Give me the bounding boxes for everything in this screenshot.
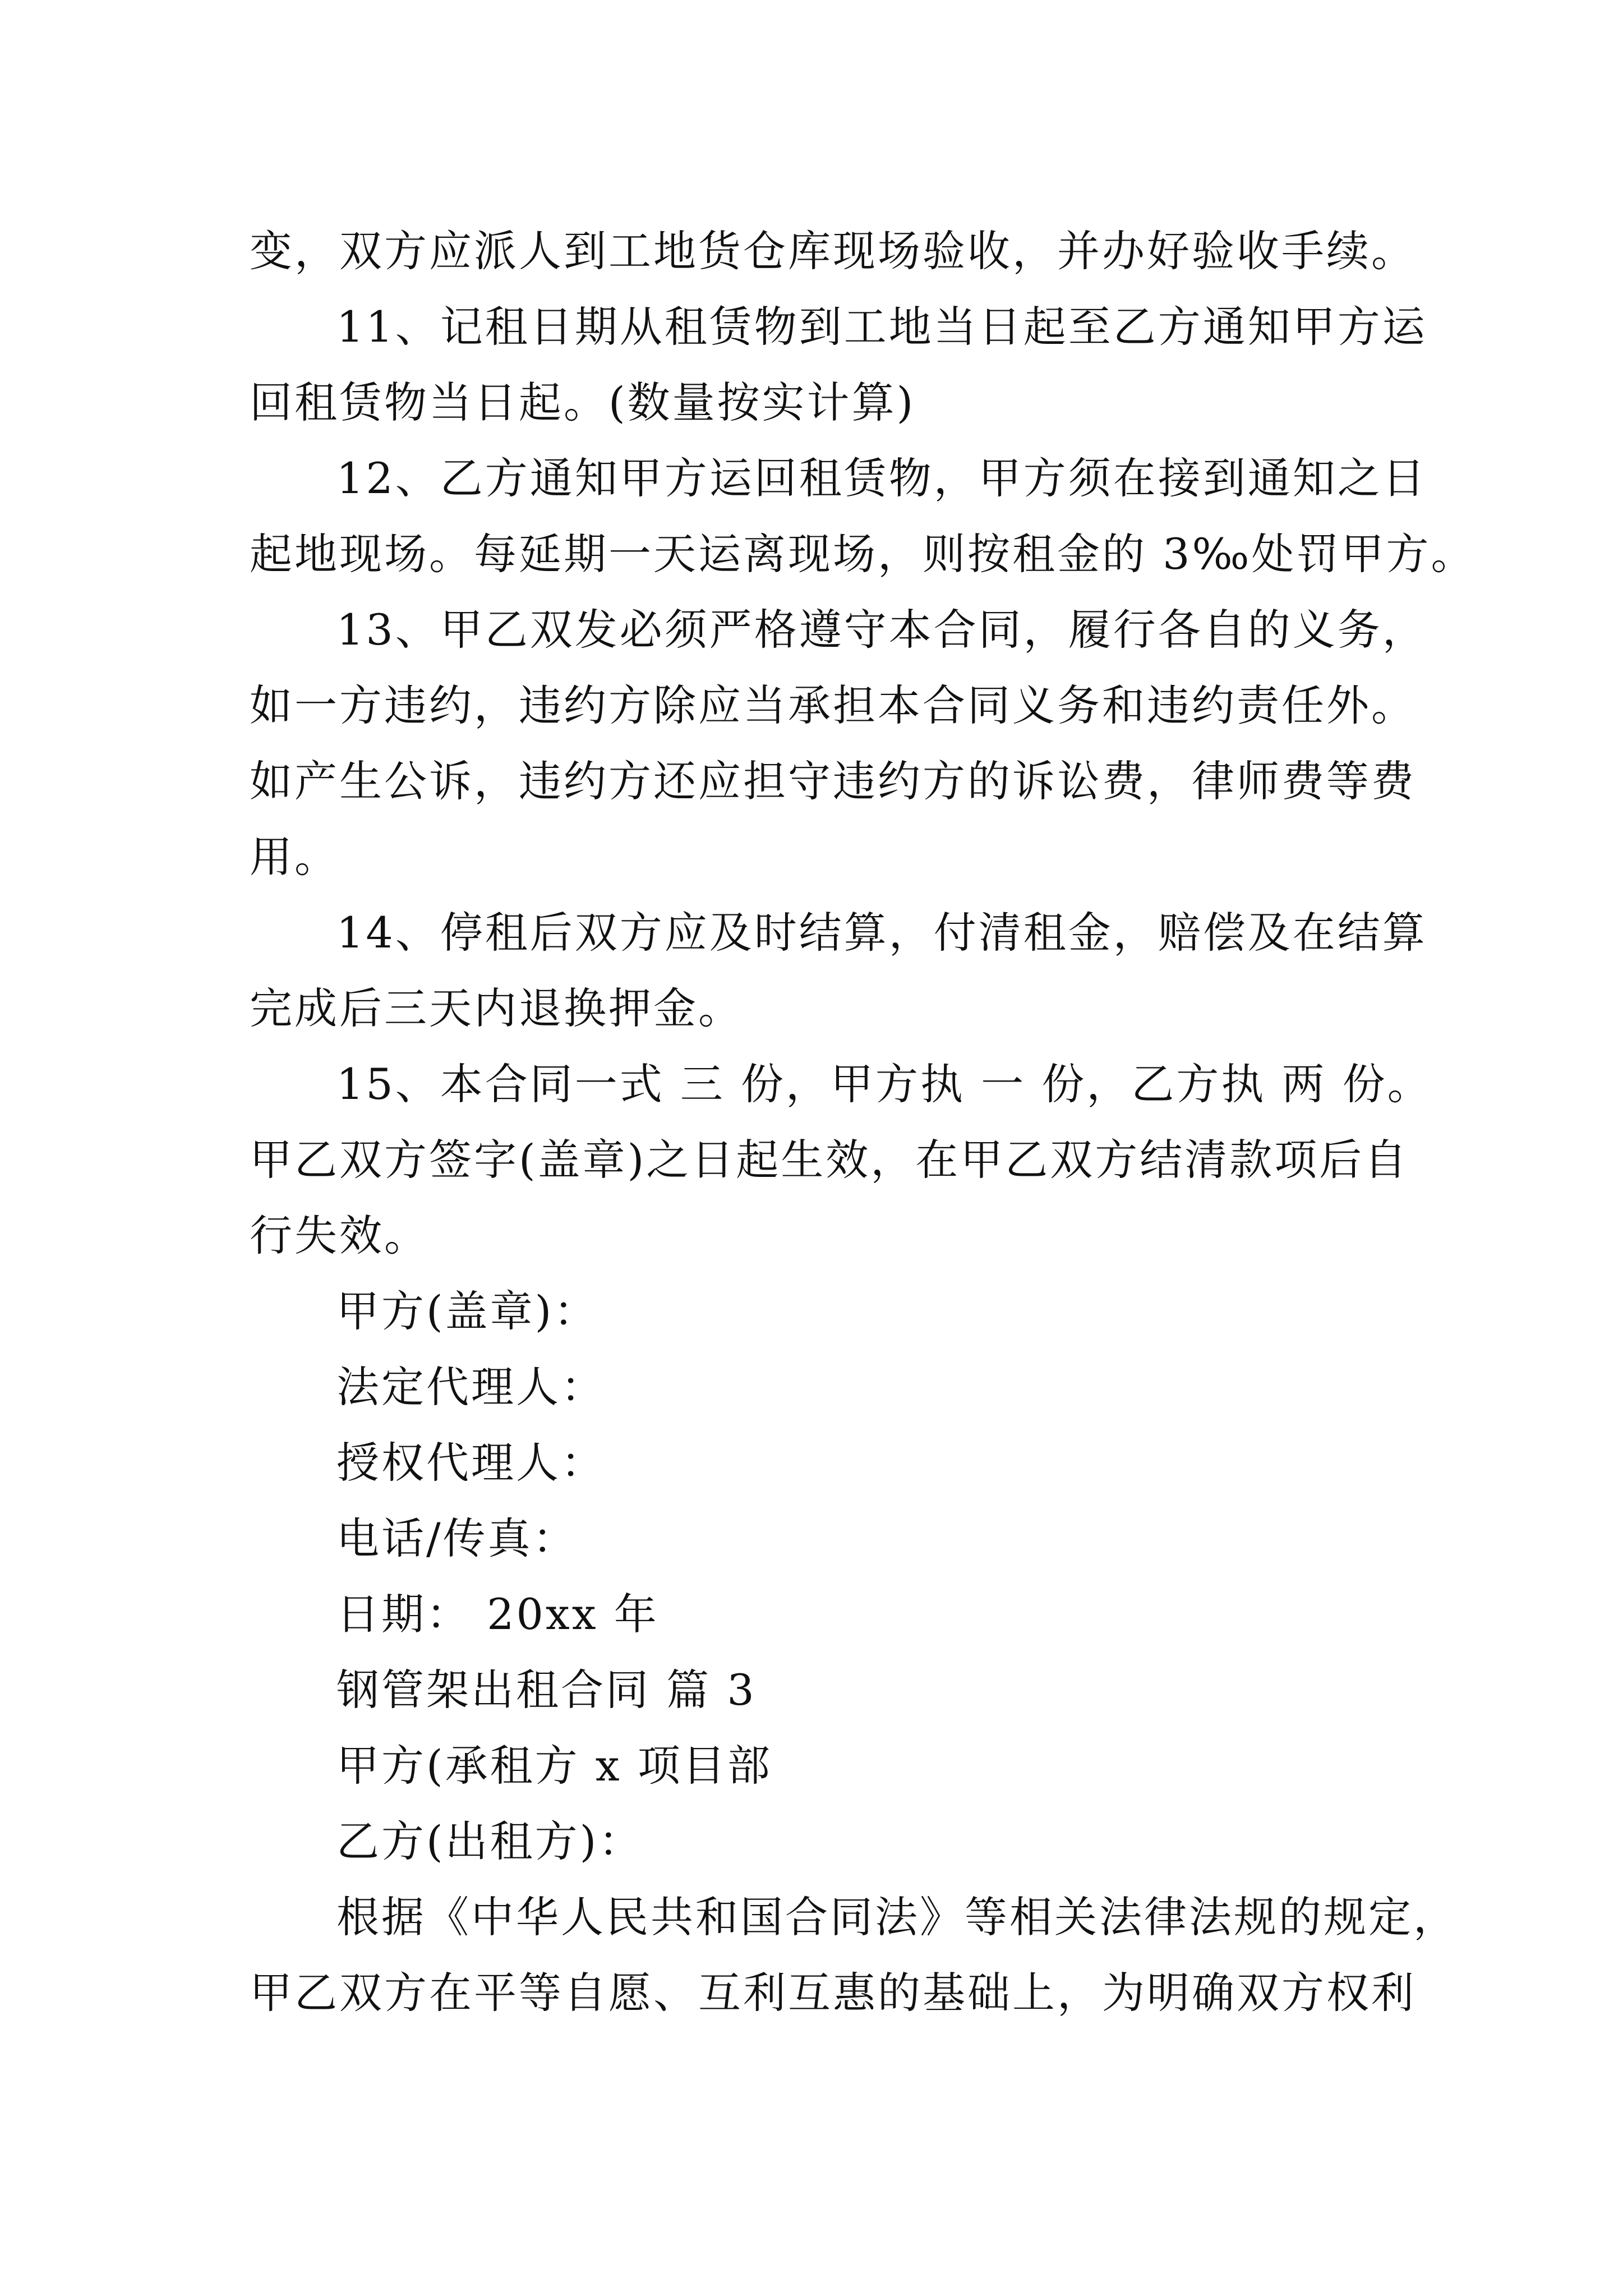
text-line: 15、本合同一式 三 份，甲方执 一 份，乙方执 两 份。 <box>336 1059 1432 1109</box>
authorized-agent-label: 授权代理人： <box>336 1438 606 1488</box>
text-line: 用。 <box>250 832 339 882</box>
section-title: 钢管架出租合同 篇 3 <box>336 1665 757 1715</box>
text-line: 完成后三天内退换押金。 <box>250 983 743 1033</box>
text-line: 如产生公诉，违约方还应担守违约方的诉讼费，律师费等费 <box>250 756 1416 806</box>
text-line: 12、乙方通知甲方运回租赁物，甲方须在接到通知之日 <box>336 453 1427 503</box>
phone-fax-label: 电话/传真： <box>336 1513 578 1563</box>
text-line: 起地现场。每延期一天运离现场，则按租金的 3‰处罚甲方。 <box>250 529 1476 579</box>
text-line: 如一方违约，违约方除应当承担本合同义务和违约责任外。 <box>250 680 1416 730</box>
text-line: 甲乙双方签字(盖章)之日起生效，在甲乙双方结清款项后自 <box>250 1135 1409 1185</box>
text-line: 变，双方应派人到工地货仓库现场验收，并办好验收手续。 <box>250 226 1416 276</box>
text-line: 回租赁物当日起。(数量按实计算) <box>250 378 916 427</box>
text-line: 甲乙双方在平等自愿、互利互惠的基础上，为明确双方权利 <box>250 1968 1416 2018</box>
party-b-line: 乙方(出租方)： <box>336 1816 644 1866</box>
date-label: 日期： 20xx 年 <box>336 1589 659 1639</box>
text-line: 根据《中华人民共和国合同法》等相关法律法规的规定， <box>336 1892 1458 1942</box>
legal-representative-label: 法定代理人： <box>336 1362 606 1412</box>
text-line: 11、记租日期从租赁物到工地当日起至乙方通知甲方运 <box>336 302 1427 352</box>
text-line: 14、停租后双方应及时结算，付清租金，赔偿及在结算 <box>336 908 1427 958</box>
signature-party-a: 甲方(盖章)： <box>336 1286 599 1336</box>
text-line: 13、甲乙双发必须严格遵守本合同，履行各自的义务， <box>336 605 1427 655</box>
text-line: 行失效。 <box>250 1211 429 1260</box>
party-a-line: 甲方(承租方 x 项目部 <box>336 1741 772 1791</box>
